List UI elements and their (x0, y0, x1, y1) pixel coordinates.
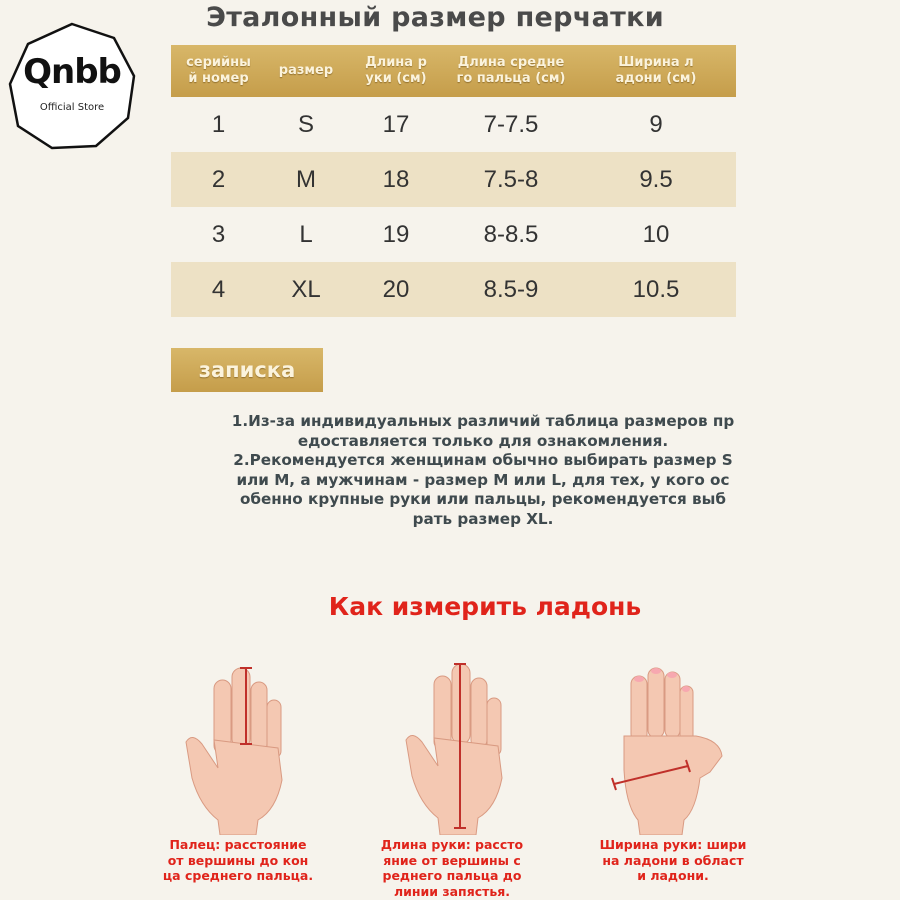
note-line: 1.Из-за индивидуальных различий таблица размеров пр (231, 412, 735, 430)
note-line: 2.Рекомендуется женщинам обычно выбирать размер S (233, 451, 733, 469)
header-palm-width-line2: адони (см) (615, 71, 697, 86)
note-text (168, 412, 798, 529)
table-header-row (171, 45, 736, 97)
note-line: рать размер XL. (412, 509, 554, 528)
note-line: обенно крупные руки или пальцы, рекомендуется выб (239, 490, 727, 508)
cell-finger-length: 8-8.5 (446, 207, 576, 262)
note-badge: записка (171, 348, 323, 392)
header-serial-line2: й номер (188, 71, 249, 86)
cell-serial: 1 (171, 97, 266, 152)
cell-finger-length: 8.5-9 (446, 262, 576, 317)
header-palm-width (576, 45, 736, 97)
header-finger-length-line1: Длина средне (457, 55, 565, 70)
caption-hand-length (362, 837, 542, 899)
cell-palm-width: 9.5 (576, 152, 736, 207)
header-hand-length-line2: уки (см) (365, 71, 427, 86)
caption-line: яние от вершины с (383, 852, 521, 868)
cell-size: XL (266, 262, 346, 317)
caption-finger-length (148, 837, 328, 884)
caption-line: Длина руки: рассто (380, 837, 524, 852)
table-row (171, 97, 736, 152)
cell-palm-width: 9 (576, 97, 736, 152)
note-line: или M, а мужчинам - размер M или L, для тех, у кого ос (236, 470, 730, 489)
header-palm-width-line1: Ширина л (618, 55, 694, 70)
cell-hand-length: 20 (346, 262, 446, 317)
note-line: едоставляется только для ознакомления. (297, 431, 669, 450)
logo-brand: Qnbb (23, 52, 121, 92)
header-hand-length (346, 45, 446, 97)
header-serial (171, 45, 266, 97)
caption-line: Ширина руки: шири (599, 837, 747, 852)
hand-length-illustration (398, 660, 518, 835)
caption-line: на ладони в област (602, 852, 744, 868)
cell-serial: 2 (171, 152, 266, 207)
hand-finger-length-illustration (178, 660, 298, 835)
table-row (171, 262, 736, 317)
caption-line: реднего пальца до (382, 868, 522, 883)
store-logo (6, 22, 138, 154)
caption-line: ца среднего пальца. (162, 868, 314, 883)
cell-serial: 4 (171, 262, 266, 317)
header-size (266, 45, 346, 97)
cell-palm-width: 10 (576, 207, 736, 262)
caption-line: Палец: расстояние (169, 837, 307, 852)
header-hand-length-line1: Длина р (365, 55, 427, 70)
caption-line: и ладони. (637, 868, 709, 883)
header-finger-length-line2: го пальца (см) (456, 71, 566, 86)
logo-subtitle: Official Store (39, 102, 105, 113)
caption-palm-width (578, 837, 768, 884)
how-to-measure-title: Как измерить ладонь (328, 592, 642, 621)
table-row (171, 152, 736, 207)
cell-size: L (266, 207, 346, 262)
cell-size: M (266, 152, 346, 207)
cell-hand-length: 18 (346, 152, 446, 207)
hand-palm-icon (398, 660, 518, 835)
cell-finger-length: 7-7.5 (446, 97, 576, 152)
header-finger-length (446, 45, 576, 97)
header-serial-line1: серийны (186, 55, 251, 70)
header-size-line1: размер (278, 63, 334, 78)
cell-hand-length: 17 (346, 97, 446, 152)
caption-line: линии запястья. (393, 883, 511, 899)
table-row (171, 207, 736, 262)
cell-finger-length: 7.5-8 (446, 152, 576, 207)
cell-palm-width: 10.5 (576, 262, 736, 317)
hand-back-icon (600, 660, 730, 835)
cell-serial: 3 (171, 207, 266, 262)
size-table (171, 45, 736, 317)
caption-line: от вершины до кон (167, 852, 309, 868)
cell-hand-length: 19 (346, 207, 446, 262)
page-title: Эталонный размер перчатки (206, 2, 664, 33)
hand-palm-icon (178, 660, 298, 835)
cell-size: S (266, 97, 346, 152)
hand-width-illustration (600, 660, 730, 835)
